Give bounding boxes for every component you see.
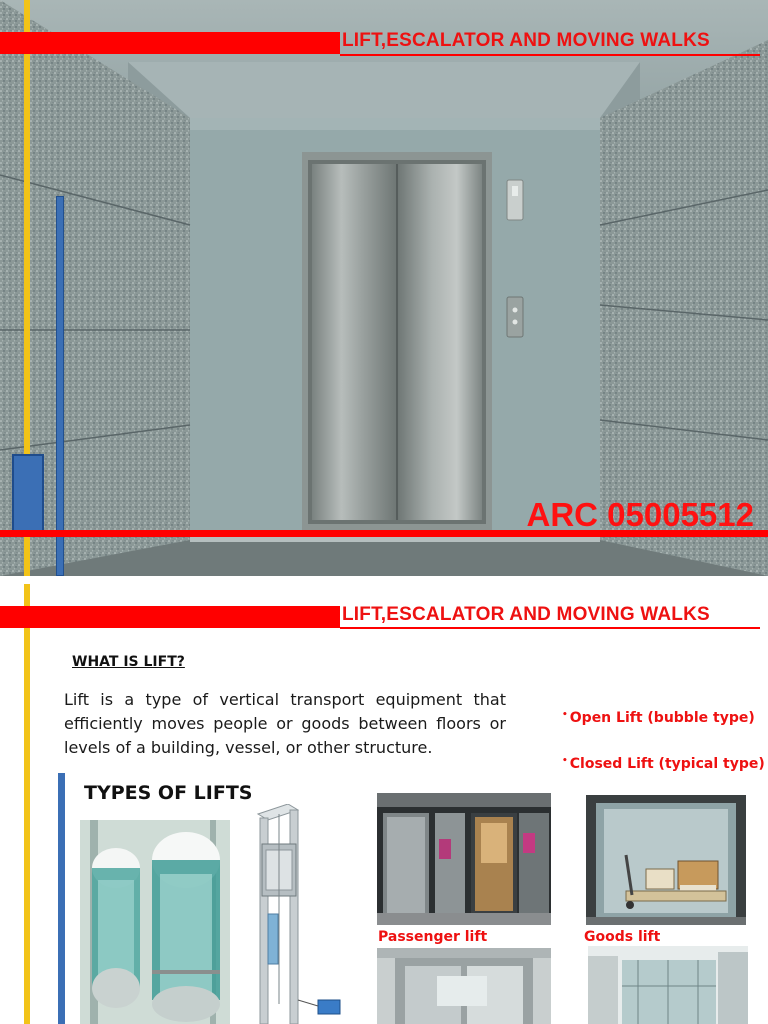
bullet-text: Open Lift (bubble type) [569,710,755,726]
red-title-underline [340,627,760,629]
slide-1-title: LIFT,ESCALATOR AND MOVING WALKS [342,30,710,51]
bullet-closed-lift: • Closed Lift (typical type) [562,756,765,772]
blue-accent-line [56,196,64,576]
red-title-underline [340,54,760,56]
lift-shaft-diagram-image [238,804,350,1024]
bullet-text: Closed Lift (typical type) [569,756,765,772]
section-heading-what-is-lift: WHAT IS LIFT? [72,654,185,670]
goods-lift-image [586,795,746,925]
lift-interior-image [377,948,551,1024]
slide-2 [0,584,768,1024]
bubble-lift-image [80,820,230,1024]
passenger-lift-image [377,793,551,925]
slide-2-title: LIFT,ESCALATOR AND MOVING WALKS [342,604,710,625]
red-title-bar [0,606,340,628]
yellow-accent-line [24,584,30,1024]
goods-lift-label: Goods lift [584,929,661,945]
passenger-lift-label: Passenger lift [378,929,488,945]
types-of-lifts-heading: TYPES OF LIFTS [84,782,253,804]
course-code: ARC 05005512 [526,496,754,533]
blue-accent-box [12,454,44,536]
glass-lift-image [588,946,748,1024]
red-title-bar [0,32,340,54]
bullet-open-lift: • Open Lift (bubble type) [562,710,755,726]
lift-definition-text: Lift is a type of vertical transport equipment that efficiently moves people or goods between floors or levels of a building, vessel, or other structure. [64,690,506,757]
blue-accent-line [58,773,65,1024]
